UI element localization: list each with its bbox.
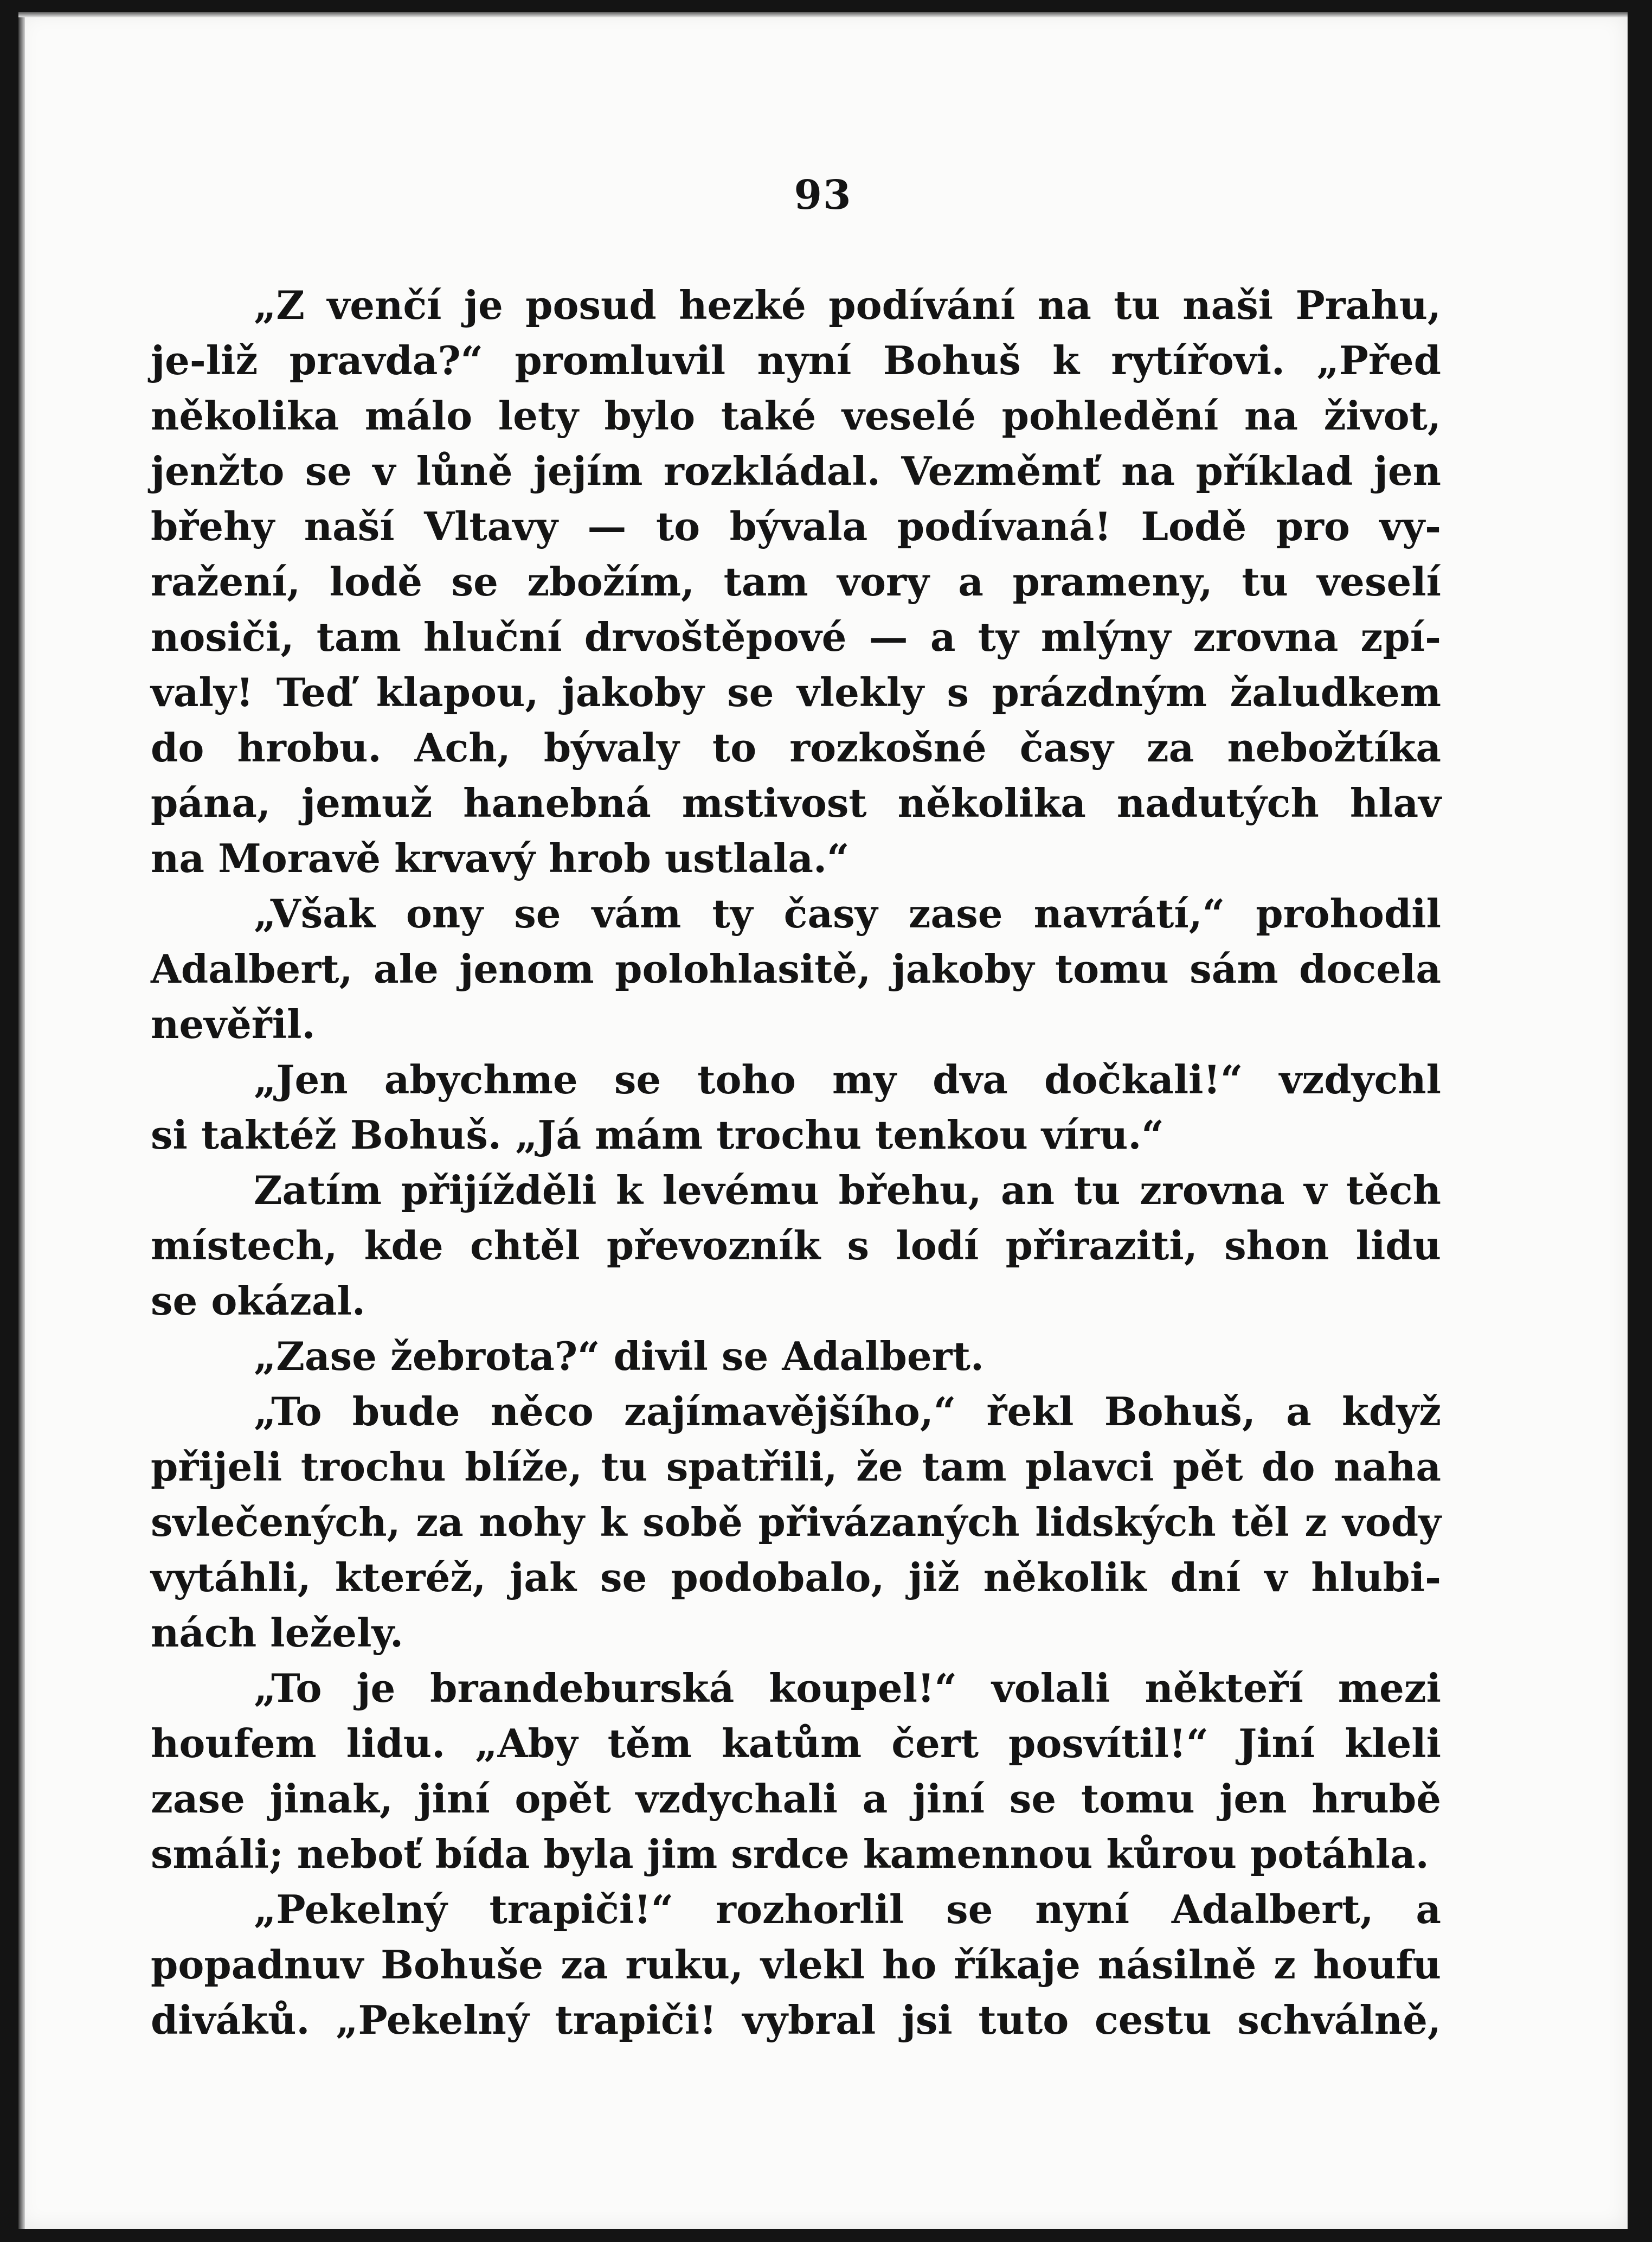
book-page	[18, 12, 1628, 2229]
text-line: se okázal.	[151, 1278, 365, 1324]
text-line: místech, kde chtěl převozník s lodí přiraziti, shon lidu	[151, 1222, 1441, 1269]
text-line: zase jinak, jiní opět vzdychali a jiní se tomu jen hrubě	[151, 1776, 1441, 1822]
text-line: do hrobu. Ach, bývaly to rozkošné časy za nebožtíka	[151, 725, 1441, 771]
text-line: pána, jemuž hanebná mstivost několika nadutých hlav	[151, 780, 1441, 826]
text-line: valy! Teď klapou, jakoby se vlekly s prázdným žaludkem	[151, 669, 1441, 715]
page-number: 93	[794, 172, 852, 219]
text-line: smáli; neboť bída byla jim srdce kamennou kůrou potáhla.	[151, 1831, 1429, 1877]
text-line: diváků. „Pekelný trapiči! vybral jsi tuto cestu schválně,	[151, 1997, 1441, 2043]
text-line: „Však ony se vám ty časy zase navrátí,“ prohodil	[254, 891, 1441, 937]
text-line: vytáhli, kteréž, jak se podobalo, již několik dní v hlubi-	[151, 1554, 1441, 1600]
text-line: svlečených, za nohy k sobě přivázaných lidských těl z vody	[151, 1499, 1441, 1545]
page-edge-left	[18, 12, 25, 2229]
text-line: nevěřil.	[151, 1001, 316, 1047]
text-line: Zatím přijížděli k levému břehu, an tu zrovna v těch	[254, 1167, 1441, 1213]
text-line: nách ležely.	[151, 1610, 404, 1656]
body-text	[151, 278, 1441, 2048]
text-line: „To je brandeburská koupel!“ volali někteří mezi	[254, 1665, 1441, 1711]
text-line: nosiči, tam hluční drvoštěpové — a ty mlýny zrovna zpí-	[151, 614, 1441, 660]
text-line: si taktéž Bohuš. „Já mám trochu tenkou víru.“	[151, 1112, 1164, 1158]
text-line: „To bude něco zajímavějšího,“ řekl Bohuš, a když	[254, 1388, 1441, 1434]
page-edge-top	[18, 12, 1628, 17]
text-line: několika málo lety bylo také veselé pohledění na život,	[151, 393, 1441, 439]
text-line: „Jen abychme se toho my dva dočkali!“ vzdychl	[254, 1056, 1441, 1103]
text-line: na Moravě krvavý hrob ustlala.“	[151, 835, 850, 881]
text-line: popadnuv Bohuše za ruku, vlekl ho říkaje násilně z houfu	[151, 1942, 1441, 1988]
text-line: „Zase žebrota?“ divil se Adalbert.	[254, 1333, 984, 1379]
text-line: břehy naší Vltavy — to bývala podívaná! Lodě pro vy-	[151, 503, 1441, 549]
text-line: „Z venčí je posud hezké podívání na tu naši Prahu,	[254, 282, 1441, 328]
text-line: ražení, lodě se zbožím, tam vory a prameny, tu veselí	[151, 559, 1441, 605]
text-line: houfem lidu. „Aby těm katům čert posvítil!“ Jiní kleli	[151, 1720, 1441, 1766]
text-line: Adalbert, ale jenom polohlasitě, jakoby tomu sám docela	[151, 946, 1441, 992]
text-line: jenžto se v lůně jejím rozkládal. Vezměmť na příklad jen	[151, 448, 1441, 494]
text-line: „Pekelný trapiči!“ rozhorlil se nyní Adalbert, a	[254, 1886, 1441, 1932]
text-line: přijeli trochu blíže, tu spatřili, že tam plavci pět do naha	[151, 1444, 1441, 1490]
text-line: je-liž pravda?“ promluvil nyní Bohuš k rytířovi. „Před	[151, 337, 1441, 383]
